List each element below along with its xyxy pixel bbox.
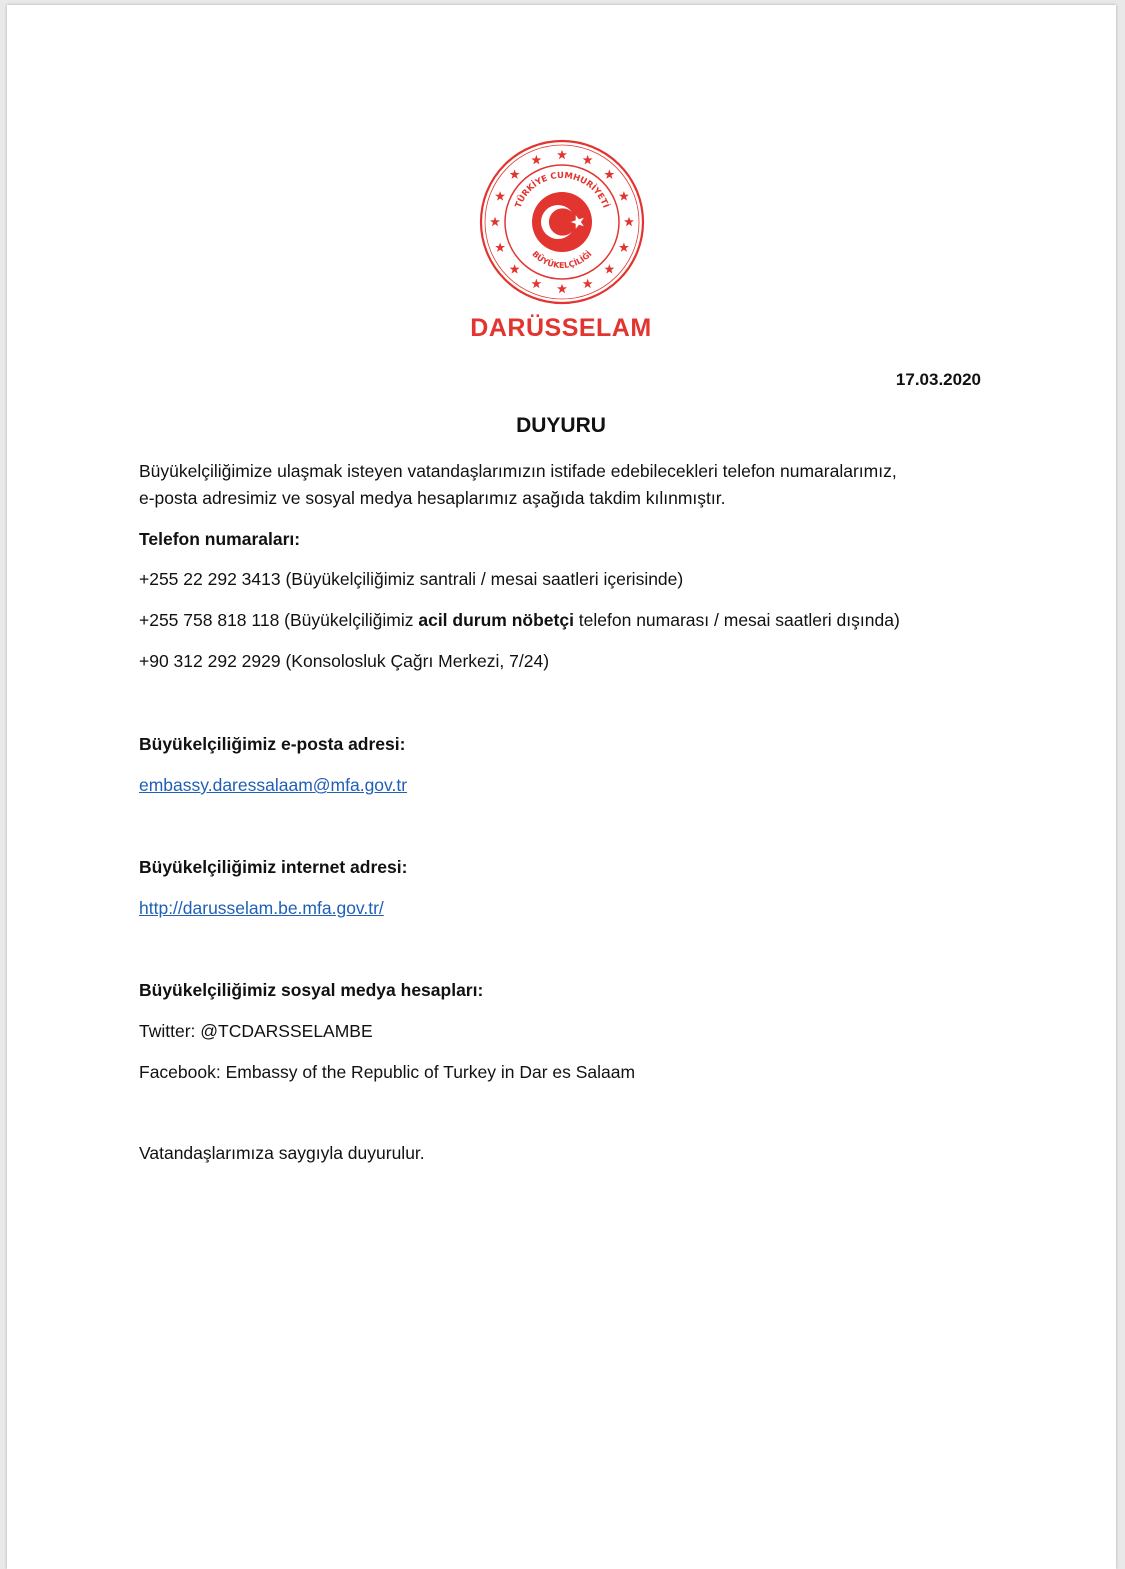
seal-star-icon	[531, 155, 541, 165]
embassy-seal-logo	[478, 138, 646, 306]
phones-heading: Telefon numaraları:	[139, 529, 301, 549]
email-heading: Büyükelçiliğimiz e-posta adresi:	[139, 734, 406, 754]
seal-star-icon	[495, 191, 505, 201]
seal-star-icon	[604, 169, 614, 179]
seal-star-icon	[624, 217, 634, 227]
seal-star-icon	[531, 279, 541, 289]
facebook-line: Facebook: Embassy of the Republic of Turkey in Dar es Salaam	[139, 1062, 636, 1082]
phone-line-1: +255 22 292 3413 (Büyükelçiliğimiz santrali / mesai saatleri içerisinde)	[139, 569, 684, 589]
seal-star-icon	[583, 279, 593, 289]
web-heading: Büyükelçiliğimiz internet adresi:	[139, 857, 408, 877]
phone-line-2-pre: +255 758 818 118 (Büyükelçiliğimiz	[139, 610, 419, 630]
twitter-line: Twitter: @TCDARSSELAMBE	[139, 1021, 373, 1041]
email-link[interactable]: embassy.daressalaam@mfa.gov.tr	[139, 775, 408, 795]
seal-star-icon	[604, 264, 614, 274]
seal-star-icon	[490, 217, 500, 227]
intro-line-2: e-posta adresimiz ve sosyal medya hesaplarımız aşağıda takdim kılınmıştır.	[139, 488, 726, 508]
seal-star-icon	[510, 264, 520, 274]
seal-star-icon	[510, 169, 520, 179]
seal-star-icon	[619, 242, 629, 252]
page-title: DUYURU	[516, 414, 606, 437]
closing-line: Vatandaşlarımıza saygıyla duyurulur.	[139, 1143, 425, 1163]
phone-line-3: +90 312 292 2929 (Konsolosluk Çağrı Merkezi, 7/24)	[139, 651, 550, 671]
seal-top-text: TÜRKİYE CUMHURİYETİ	[513, 170, 611, 210]
seal-star-icon	[557, 284, 567, 294]
social-heading: Büyükelçiliğimiz sosyal medya hesapları:	[139, 980, 484, 1000]
phone-line-2-emphasis: acil durum nöbetçi	[418, 610, 574, 630]
website-link[interactable]: http://darusselam.be.mfa.gov.tr/	[139, 898, 384, 918]
city-name: DARÜSSELAM	[470, 314, 652, 342]
phone-line-2-post: telefon numarası / mesai saatleri dışında)	[573, 610, 900, 630]
seal-star-icon	[619, 191, 629, 201]
seal-star-icon	[557, 150, 567, 160]
seal-star-icon	[583, 155, 593, 165]
phone-line-2	[139, 610, 900, 631]
date: 17.03.2020	[895, 370, 981, 389]
seal-star-icon	[495, 242, 505, 252]
intro-line-1: Büyükelçiliğimize ulaşmak isteyen vatandaşlarımızın istifade edebilecekleri telefon numaralarımız,	[139, 461, 897, 481]
seal-bottom-text: BÜYÜKELÇİLİĞİ	[530, 249, 594, 271]
